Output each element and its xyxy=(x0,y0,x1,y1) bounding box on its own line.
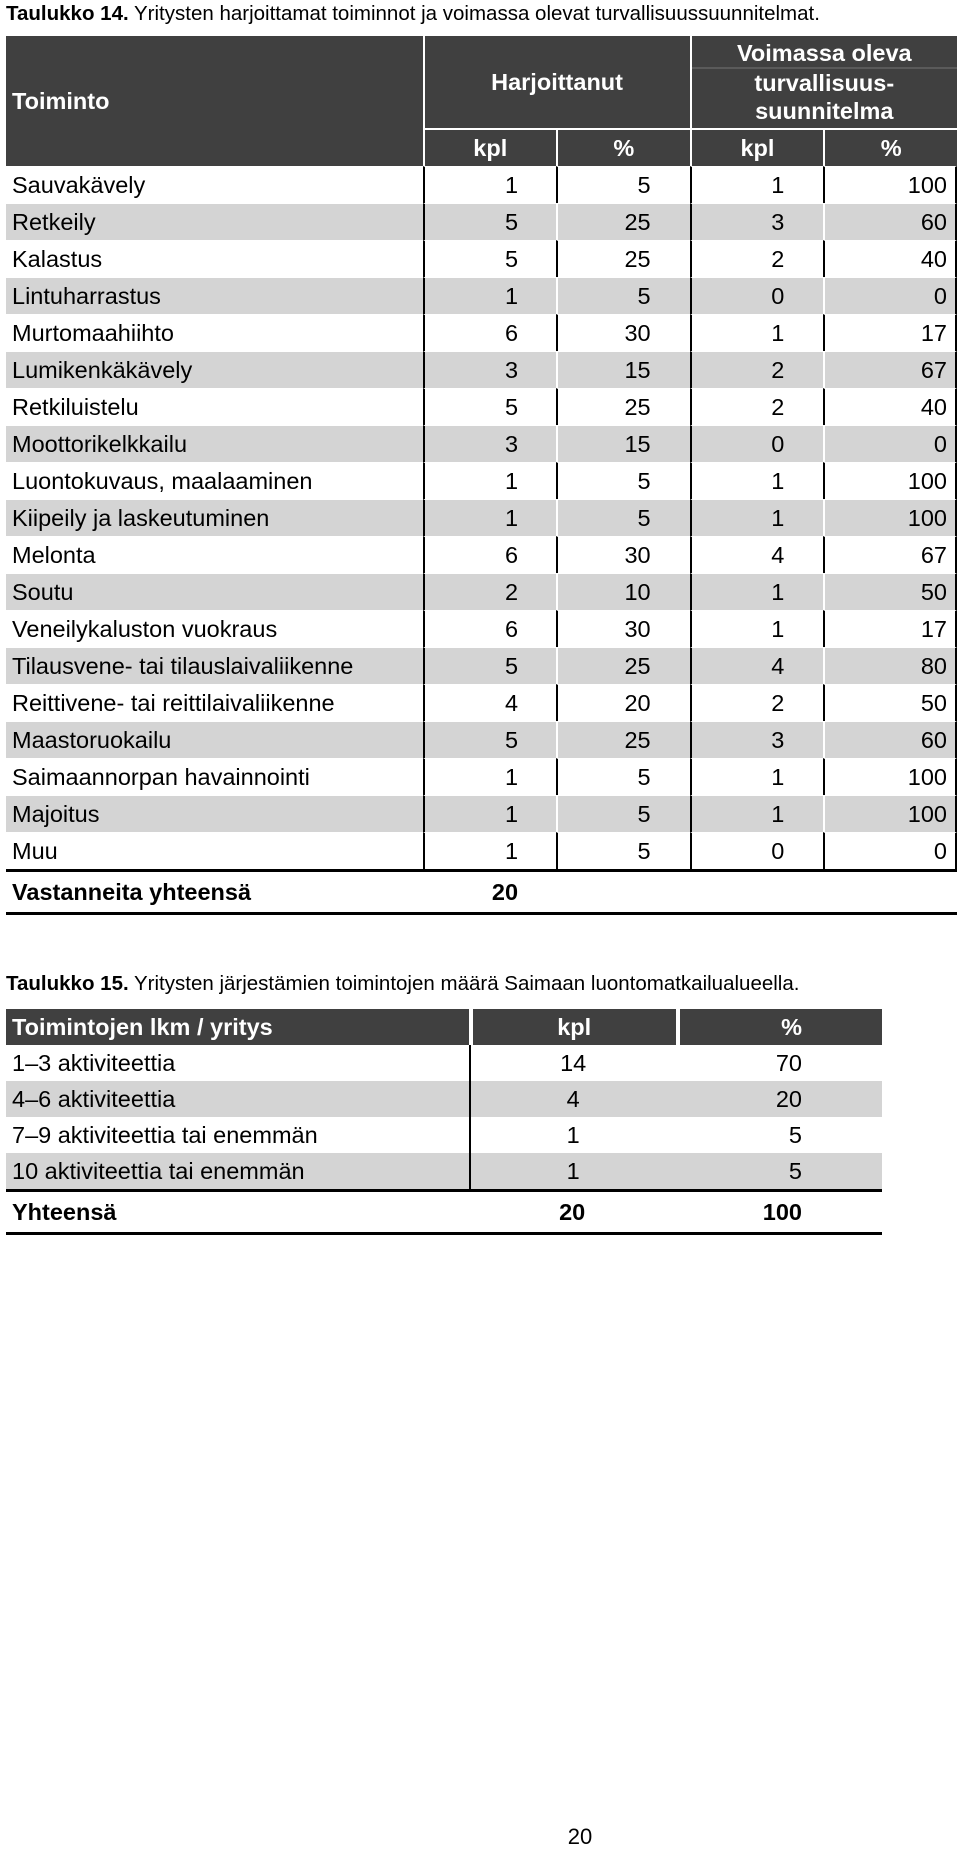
total15-pct: 100 xyxy=(676,1189,882,1235)
table14-caption xyxy=(6,2,820,26)
activity-name: Melonta xyxy=(6,536,423,573)
cell-pct1: 5 xyxy=(556,499,690,536)
cell-kpl2: 0 xyxy=(690,425,824,462)
total15-label: Yhteensä xyxy=(6,1189,469,1235)
cell-kpl: 1 xyxy=(469,1117,676,1153)
table-row xyxy=(6,314,957,351)
cell-kpl2: 4 xyxy=(690,647,824,684)
cell-pct: 70 xyxy=(775,1049,802,1076)
cell-pct1: 5 xyxy=(556,462,690,499)
cell-pct2: 100 xyxy=(823,758,957,795)
cell-pct2: 40 xyxy=(823,240,957,277)
header-pct2: % xyxy=(823,128,957,166)
cell-pct2: 50 xyxy=(823,684,957,721)
table-row xyxy=(6,166,957,203)
cell-kpl2: 1 xyxy=(690,499,824,536)
cell-pct2: 60 xyxy=(823,721,957,758)
activity-name: Muu xyxy=(6,832,423,869)
cell-pct1: 10 xyxy=(556,573,690,610)
cell-pct2: 0 xyxy=(823,832,957,869)
cell-kpl1: 5 xyxy=(423,388,557,425)
table15-caption xyxy=(6,972,799,996)
cell-pct1: 25 xyxy=(556,203,690,240)
table-row xyxy=(6,240,957,277)
activity-name: Sauvakävely xyxy=(6,166,423,203)
table-row xyxy=(6,795,957,832)
table-row xyxy=(6,721,957,758)
activity-count-label: 4–6 aktiviteettia xyxy=(6,1081,469,1117)
cell-pct2: 17 xyxy=(823,314,957,351)
cell-pct1: 5 xyxy=(556,758,690,795)
table14 xyxy=(6,36,957,915)
cell-pct2: 100 xyxy=(823,499,957,536)
table14-caption-label: Taulukko 14. xyxy=(6,2,129,25)
cell-kpl1: 1 xyxy=(423,795,557,832)
table14-header-row1 xyxy=(6,36,957,128)
cell-kpl: 4 xyxy=(469,1081,676,1117)
cell-pct1: 15 xyxy=(556,425,690,462)
activity-name: Moottorikelkkailu xyxy=(6,425,423,462)
cell-pct: 20 xyxy=(676,1081,882,1117)
cell-kpl2: 2 xyxy=(690,388,824,425)
activity-count-label: 7–9 aktiviteettia tai enemmän xyxy=(12,1121,318,1148)
table-row xyxy=(6,388,957,425)
cell-kpl1: 5 xyxy=(423,721,557,758)
cell-pct1: 30 xyxy=(556,610,690,647)
activity-name: Tilausvene- tai tilauslaivaliikenne xyxy=(6,647,423,684)
cell-kpl1: 3 xyxy=(423,425,557,462)
cell-kpl2: 1 xyxy=(690,795,824,832)
activity-count-label: 10 aktiviteettia tai enemmän xyxy=(6,1153,469,1189)
cell-pct1: 25 xyxy=(556,647,690,684)
page-number: 20 xyxy=(567,1824,593,1849)
header-pct: % xyxy=(676,1009,882,1045)
cell-kpl1: 1 xyxy=(423,499,557,536)
table-row xyxy=(6,1117,882,1153)
cell-pct2: 80 xyxy=(823,647,957,684)
cell-pct2: 0 xyxy=(823,425,957,462)
header-group2-line2: turvallisuus- xyxy=(692,67,957,97)
cell-pct2: 100 xyxy=(823,462,957,499)
cell-kpl1: 1 xyxy=(423,758,557,795)
cell-pct1: 30 xyxy=(556,314,690,351)
total15-kpl: 20 xyxy=(469,1189,676,1235)
header-group2-line1: Voimassa oleva xyxy=(736,40,912,66)
activity-count-label: 1–3 aktiviteettia xyxy=(12,1049,176,1076)
table-row xyxy=(6,1045,882,1081)
cell-kpl1: 1 xyxy=(423,166,557,203)
table15-caption-label: Taulukko 15. xyxy=(6,972,129,995)
activity-name: Saimaannorpan havainnointi xyxy=(6,758,423,795)
table-row xyxy=(6,647,957,684)
cell-pct: 5 xyxy=(676,1153,882,1189)
cell-kpl2: 4 xyxy=(690,536,824,573)
cell-kpl2: 2 xyxy=(690,684,824,721)
cell-pct2: 100 xyxy=(823,166,957,203)
cell-kpl2: 2 xyxy=(690,240,824,277)
header-toiminto: Toiminto xyxy=(6,36,423,166)
activity-name: Murtomaahiihto xyxy=(6,314,423,351)
table15 xyxy=(6,1009,882,1235)
activity-name: Veneilykaluston vuokraus xyxy=(6,610,423,647)
table14-body xyxy=(6,166,957,869)
cell-kpl2: 1 xyxy=(690,462,824,499)
cell-pct: 5 xyxy=(788,1121,802,1148)
cell-pct1: 5 xyxy=(556,795,690,832)
activity-name: Retkeily xyxy=(6,203,423,240)
header-toimintojen-lkm: Toimintojen lkm / yritys xyxy=(6,1009,469,1045)
table-row xyxy=(6,499,957,536)
header-kpl1: kpl xyxy=(423,128,557,166)
cell-kpl1: 5 xyxy=(423,203,557,240)
cell-pct1: 25 xyxy=(556,721,690,758)
table14-caption-text: Yritysten harjoittamat toiminnot ja voimassa olevat turvallisuussuunnitelmat. xyxy=(128,2,820,25)
table-row xyxy=(6,536,957,573)
cell-pct2: 67 xyxy=(823,536,957,573)
header-pct1: % xyxy=(556,128,690,166)
table-row xyxy=(6,684,957,721)
cell-kpl1: 3 xyxy=(423,351,557,388)
cell-pct2: 40 xyxy=(823,388,957,425)
activity-name: Majoitus xyxy=(6,795,423,832)
cell-kpl2: 0 xyxy=(690,277,824,314)
cell-kpl1: 4 xyxy=(423,684,557,721)
cell-pct1: 30 xyxy=(556,536,690,573)
cell-kpl2: 2 xyxy=(690,351,824,388)
activity-name: Lumikenkäkävely xyxy=(6,351,423,388)
cell-pct2: 0 xyxy=(823,277,957,314)
cell-kpl2: 3 xyxy=(690,721,824,758)
activity-name: Luontokuvaus, maalaaminen xyxy=(6,462,423,499)
cell-pct2: 17 xyxy=(823,610,957,647)
table15-total-row xyxy=(6,1189,882,1235)
table-row xyxy=(6,462,957,499)
table-row xyxy=(6,573,957,610)
cell-kpl2: 1 xyxy=(690,758,824,795)
cell-kpl1: 6 xyxy=(423,314,557,351)
table-row xyxy=(6,425,957,462)
cell-kpl1: 5 xyxy=(423,240,557,277)
header-turvallisuussuunnitelma xyxy=(690,36,957,128)
cell-kpl2: 3 xyxy=(690,203,824,240)
activity-name: Kiipeily ja laskeutuminen xyxy=(6,499,423,536)
total-value: 20 xyxy=(423,869,557,915)
table15-header-row xyxy=(6,1009,882,1045)
cell-kpl2: 1 xyxy=(690,610,824,647)
cell-pct1: 5 xyxy=(556,277,690,314)
cell-pct2: 60 xyxy=(823,203,957,240)
table-row xyxy=(6,351,957,388)
activity-name: Soutu xyxy=(6,573,423,610)
cell-kpl1: 1 xyxy=(423,277,557,314)
cell-kpl2: 1 xyxy=(690,314,824,351)
activity-name: Retkiluistelu xyxy=(6,388,423,425)
cell-kpl1: 5 xyxy=(423,647,557,684)
table-row xyxy=(6,758,957,795)
activity-name: Kalastus xyxy=(6,240,423,277)
table-row xyxy=(6,1153,882,1189)
cell-kpl: 14 xyxy=(469,1045,676,1081)
table15-caption-text: Yritysten järjestämien toimintojen määrä Saimaan luontomatkailualueella. xyxy=(128,972,800,995)
cell-kpl2: 1 xyxy=(690,166,824,203)
header-group2-line3: suunnitelma xyxy=(755,98,894,124)
table-row xyxy=(6,277,957,314)
total-label: Vastanneita yhteensä xyxy=(6,869,423,915)
cell-pct2: 100 xyxy=(823,795,957,832)
table-row xyxy=(6,1081,882,1117)
activity-name: Reittivene- tai reittilaivaliikenne xyxy=(6,684,423,721)
cell-pct2: 67 xyxy=(823,351,957,388)
header-kpl2: kpl xyxy=(690,128,824,166)
activity-name: Maastoruokailu xyxy=(6,721,423,758)
table15-body xyxy=(6,1045,882,1189)
cell-kpl1: 1 xyxy=(423,462,557,499)
cell-pct1: 25 xyxy=(556,388,690,425)
cell-kpl2: 1 xyxy=(690,573,824,610)
table-row xyxy=(6,832,957,869)
cell-pct1: 15 xyxy=(556,351,690,388)
cell-pct2: 50 xyxy=(823,573,957,610)
header-kpl: kpl xyxy=(469,1009,676,1045)
cell-kpl1: 1 xyxy=(423,832,557,869)
cell-pct1: 20 xyxy=(556,684,690,721)
cell-pct1: 5 xyxy=(556,832,690,869)
table-row xyxy=(6,203,957,240)
cell-pct1: 25 xyxy=(556,240,690,277)
table-row xyxy=(6,610,957,647)
header-harjoittanut: Harjoittanut xyxy=(423,36,690,128)
cell-kpl1: 6 xyxy=(423,610,557,647)
activity-name: Lintuharrastus xyxy=(6,277,423,314)
cell-pct1: 5 xyxy=(556,166,690,203)
cell-kpl1: 2 xyxy=(423,573,557,610)
cell-kpl: 1 xyxy=(469,1153,676,1189)
table14-total-row xyxy=(6,869,957,915)
cell-kpl2: 0 xyxy=(690,832,824,869)
cell-kpl1: 6 xyxy=(423,536,557,573)
